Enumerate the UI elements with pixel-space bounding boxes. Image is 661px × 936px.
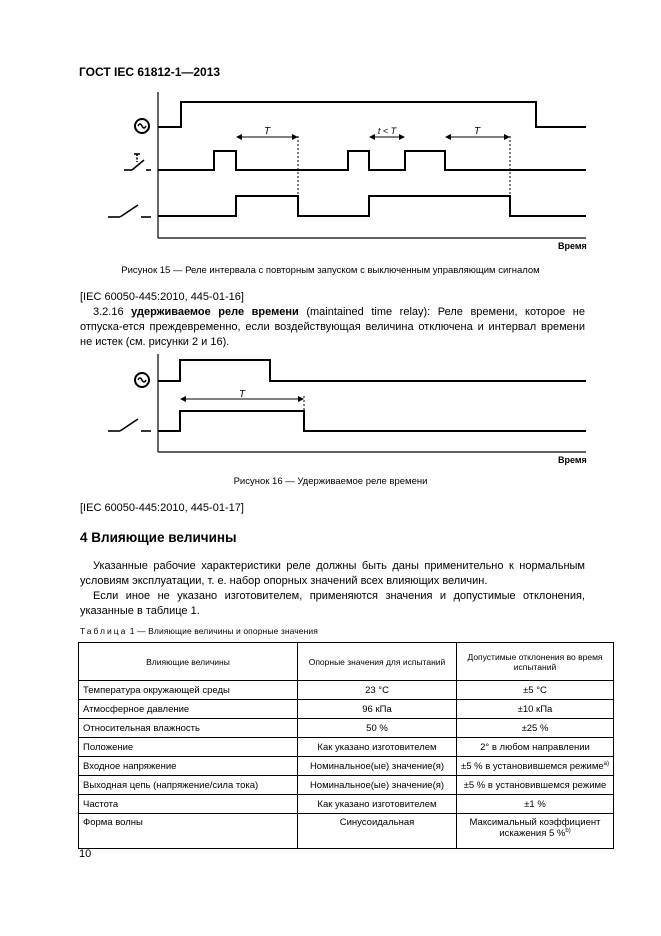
table-header-row bbox=[79, 643, 614, 681]
body-paragraph-2: Если иное не указано изготовителем, применяются значения и допустимые отклонения, указанные в таблице 1. bbox=[80, 590, 585, 617]
table-header-cell: Опорные значения для испытаний bbox=[298, 643, 457, 681]
definition-term: удерживаемое реле времени bbox=[131, 306, 299, 318]
table-cell: Форма волны bbox=[79, 814, 298, 849]
table-caption bbox=[80, 626, 318, 636]
table-cell: ±1 % bbox=[457, 795, 614, 814]
fig16-output-signal bbox=[158, 411, 586, 431]
body-paragraph-1: Указанные рабочие характеристики реле должны быть даны применительно к нормальным условиям эксплуатации, т. е. набор опорных значений всех влияющих величин. bbox=[80, 560, 585, 587]
table-cell: 50 % bbox=[298, 719, 457, 738]
table-row bbox=[79, 719, 614, 738]
table-cell bbox=[457, 814, 614, 849]
table-cell bbox=[457, 757, 614, 776]
table-caption-text: 1 — Влияющие величины и опорные значения bbox=[129, 626, 318, 636]
control-switch-icon bbox=[124, 154, 151, 170]
fig16-axis-label: Время bbox=[558, 455, 587, 465]
definition-text-rest: ется преждевременно, если воздействующая величина отключена и интервал времени не истек (см. рисунки 2 и 16). bbox=[80, 321, 585, 348]
definition-english: (maintained time relay): bbox=[306, 306, 431, 318]
fig15-supply-signal bbox=[158, 102, 586, 127]
page-number: 10 bbox=[79, 848, 92, 860]
table-cell: Входное напряжение bbox=[79, 757, 298, 776]
document-header: ГОСТ IEC 61812-1—2013 bbox=[79, 65, 221, 79]
output-contact-icon bbox=[108, 205, 151, 217]
table-row bbox=[79, 700, 614, 719]
body-text bbox=[80, 559, 585, 619]
fig15-control-signal bbox=[158, 151, 586, 170]
table-cell: ±5 % в установившемся режиме bbox=[457, 776, 614, 795]
table-caption-prefix: Таблица bbox=[80, 626, 128, 636]
table-cell: Как указано изготовителем bbox=[298, 795, 457, 814]
table-cell: Атмосферное давление bbox=[79, 700, 298, 719]
table-row bbox=[79, 814, 614, 849]
figure-16-timing-diagram bbox=[0, 340, 661, 470]
table-header-cell: Допустимые отклонения во время испытаний bbox=[457, 643, 614, 681]
section-title: 4 Влияющие величины bbox=[80, 530, 237, 545]
table-cell: Синусоидальная bbox=[298, 814, 457, 849]
fig15-axis-label: Время bbox=[558, 241, 587, 251]
fig15-label-tT: t < T bbox=[377, 126, 397, 136]
table-cell: Температура окружающей среды bbox=[79, 681, 298, 700]
table-header-cell: Влияющие величины bbox=[79, 643, 298, 681]
fig15-label-T2: T bbox=[473, 126, 481, 137]
table-cell-text: Максимальный коэффициент искажения 5 % bbox=[469, 817, 601, 839]
figure-15-timing-diagram bbox=[0, 0, 661, 260]
figure-15-caption: Рисунок 15 — Реле интервала с повторным запуском с выключенным управляющим сигналом bbox=[121, 265, 540, 276]
output-contact-icon bbox=[108, 419, 151, 431]
definition-reference-2: [IEC 60050-445:2010, 445-01-17] bbox=[80, 502, 244, 514]
power-supply-icon bbox=[135, 119, 149, 133]
table-row bbox=[79, 757, 614, 776]
table-row bbox=[79, 776, 614, 795]
figure-16-caption: Рисунок 16 — Удерживаемое реле времени bbox=[233, 476, 428, 487]
definition-text-line1: Реле времени, которое не отпуска- bbox=[80, 306, 585, 333]
table-cell: ±10 кПа bbox=[457, 700, 614, 719]
fig16-label-T: T bbox=[238, 389, 246, 400]
table-cell: ±5 °С bbox=[457, 681, 614, 700]
power-supply-icon bbox=[135, 373, 149, 387]
fig15-output-signal bbox=[158, 196, 586, 216]
table-row bbox=[79, 681, 614, 700]
table-cell: 23 °С bbox=[298, 681, 457, 700]
fig16-supply-signal bbox=[158, 360, 586, 381]
table-cell-text: ±5 % в установившемся режиме bbox=[461, 760, 604, 772]
table-cell: Частота bbox=[79, 795, 298, 814]
fig15-label-T1: T bbox=[263, 126, 271, 137]
footnote-b-marker: b) bbox=[565, 827, 571, 834]
definition-number: 3.2.16 bbox=[93, 306, 124, 318]
table-cell: 2° в любом направлении bbox=[457, 738, 614, 757]
table-cell: Номинальное(ые) значение(я) bbox=[298, 757, 457, 776]
influence-quantities-table bbox=[78, 642, 614, 849]
table-cell: Положение bbox=[79, 738, 298, 757]
table-cell: Выходная цепь (напряжение/сила тока) bbox=[79, 776, 298, 795]
table-cell: Как указано изготовителем bbox=[298, 738, 457, 757]
table-row bbox=[79, 795, 614, 814]
table-row bbox=[79, 738, 614, 757]
table-cell: Номинальное(ые) значение(я) bbox=[298, 776, 457, 795]
footnote-a-marker: а) bbox=[603, 760, 610, 767]
table-cell: 96 кПа bbox=[298, 700, 457, 719]
table-cell: Относительная влажность bbox=[79, 719, 298, 738]
definition-reference: [IEC 60050-445:2010, 445-01-16] bbox=[80, 291, 244, 303]
table-cell: ±25 % bbox=[457, 719, 614, 738]
